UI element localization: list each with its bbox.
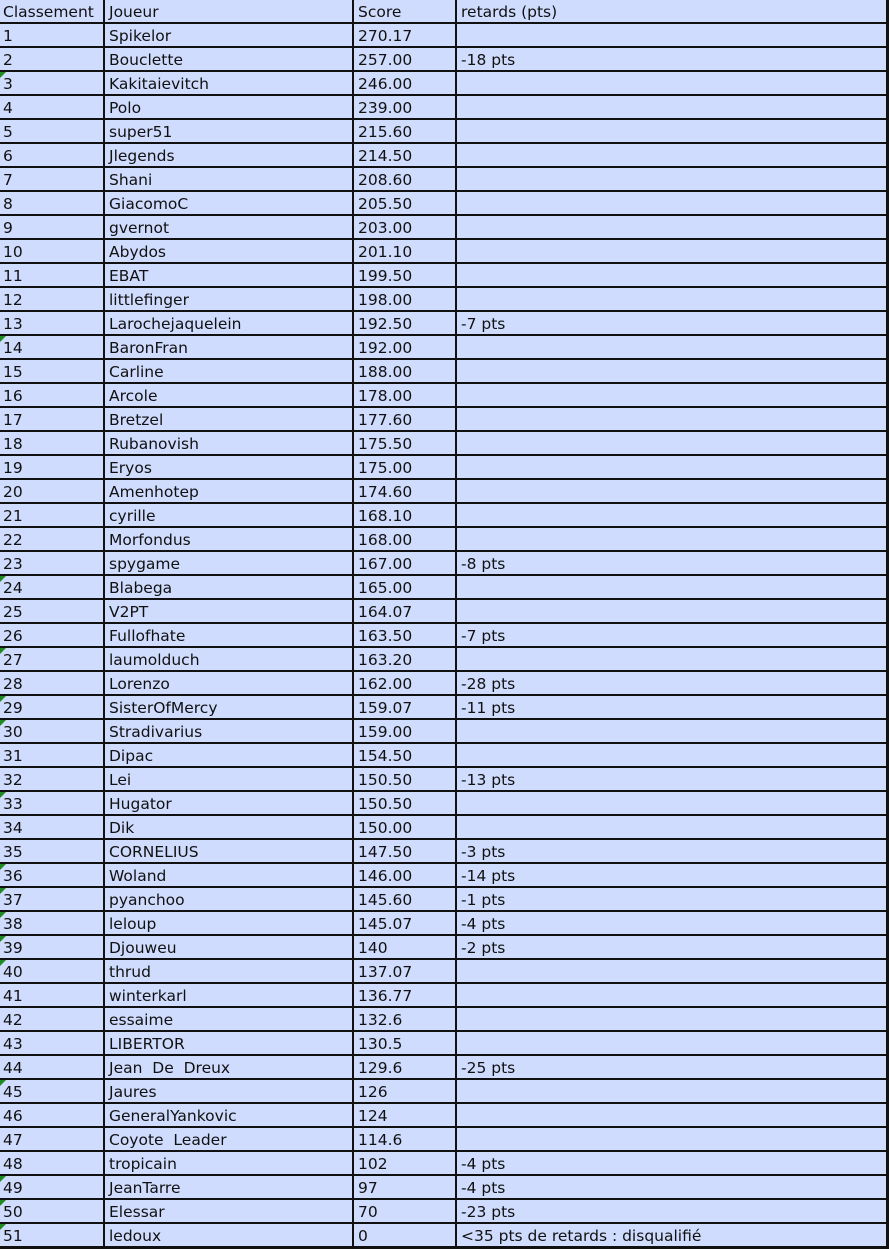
score-cell[interactable]: 257.00	[358, 51, 413, 69]
score-cell[interactable]: 188.00	[358, 363, 413, 381]
player-cell[interactable]: Jaures	[109, 1083, 157, 1101]
late-cell[interactable]	[457, 336, 885, 358]
score-cell[interactable]: 168.10	[358, 507, 413, 525]
table-row	[0, 600, 887, 624]
rank-cell[interactable]: 21	[3, 507, 23, 525]
score-cell[interactable]: 150.50	[358, 771, 413, 789]
late-cell[interactable]	[457, 72, 885, 94]
player-cell[interactable]: cyrille	[109, 507, 156, 525]
comment-indicator-icon[interactable]	[0, 1080, 6, 1086]
late-cell[interactable]	[457, 600, 885, 622]
player-cell[interactable]: Bouclette	[109, 51, 183, 69]
player-cell[interactable]: SisterOfMercy	[109, 699, 218, 717]
player-cell[interactable]: thrud	[109, 963, 151, 981]
rank-cell[interactable]	[0, 576, 103, 598]
score-cell[interactable]: 145.07	[358, 915, 413, 933]
header-rank[interactable]: Classement	[3, 3, 94, 21]
comment-indicator-icon[interactable]	[0, 720, 6, 726]
rank-cell[interactable]: 9	[3, 219, 13, 237]
table-row	[0, 1056, 887, 1080]
table-row	[0, 336, 887, 360]
table-row	[0, 936, 887, 960]
player-cell[interactable]: Hugator	[109, 795, 172, 813]
rank-text: 27	[3, 651, 23, 669]
score-cell[interactable]: 140	[358, 939, 388, 957]
score-cell[interactable]: 201.10	[358, 243, 413, 261]
header-score[interactable]: Score	[358, 3, 402, 21]
table-row	[0, 576, 887, 600]
table-row	[0, 792, 887, 816]
rank-cell[interactable]: 12	[3, 291, 23, 309]
player-cell[interactable]: leloup	[109, 915, 157, 933]
late-cell[interactable]	[457, 792, 885, 814]
rank-cell[interactable]: 34	[3, 819, 23, 837]
score-cell[interactable]: 97	[358, 1179, 378, 1197]
score-cell[interactable]: 167.00	[358, 555, 413, 573]
late-cell[interactable]	[457, 144, 885, 166]
player-cell[interactable]: ledoux	[109, 1227, 162, 1245]
score-cell[interactable]: 136.77	[358, 987, 413, 1005]
rank-text: 40	[3, 963, 23, 981]
late-cell[interactable]: -4 pts	[461, 915, 506, 933]
player-cell[interactable]: Bretzel	[109, 411, 164, 429]
score-cell[interactable]: 126	[358, 1083, 388, 1101]
rank-cell[interactable]: 41	[3, 987, 23, 1005]
table-row	[0, 768, 887, 792]
header-row	[0, 0, 887, 24]
player-cell[interactable]: super51	[109, 123, 173, 141]
header-player[interactable]: Joueur	[109, 3, 159, 21]
late-cell[interactable]: -2 pts	[461, 939, 506, 957]
score-cell[interactable]: 205.50	[358, 195, 413, 213]
late-cell[interactable]: -11 pts	[461, 699, 516, 717]
late-cell[interactable]	[457, 360, 885, 382]
score-cell[interactable]: 215.60	[358, 123, 413, 141]
player-cell[interactable]: Kakitaievitch	[109, 75, 209, 93]
comment-indicator-icon[interactable]	[0, 792, 6, 798]
table-row	[0, 480, 887, 504]
score-cell[interactable]: 214.50	[358, 147, 413, 165]
late-cell[interactable]: -25 pts	[461, 1059, 516, 1077]
player-cell[interactable]: Dik	[109, 819, 135, 837]
comment-indicator-icon[interactable]	[0, 72, 6, 78]
player-cell[interactable]: Jean De Dreux	[109, 1059, 231, 1077]
rank-cell[interactable]: 28	[3, 675, 23, 693]
table-row	[0, 624, 887, 648]
comment-indicator-icon[interactable]	[0, 576, 6, 582]
score-cell[interactable]: 199.50	[358, 267, 413, 285]
player-cell[interactable]: LIBERTOR	[109, 1035, 185, 1053]
player-cell[interactable]: GiacomoC	[109, 195, 189, 213]
player-cell[interactable]: Coyote Leader	[109, 1131, 227, 1149]
score-cell[interactable]: 159.00	[358, 723, 413, 741]
player-cell[interactable]: Woland	[109, 867, 167, 885]
late-cell[interactable]: -13 pts	[461, 771, 516, 789]
rank-cell[interactable]: 22	[3, 531, 23, 549]
rank-cell[interactable]: 23	[3, 555, 23, 573]
table-row	[0, 264, 887, 288]
comment-indicator-icon[interactable]	[0, 696, 6, 702]
table-row	[0, 648, 887, 672]
late-cell[interactable]	[457, 984, 885, 1006]
score-cell[interactable]: 168.00	[358, 531, 413, 549]
rank-text: 38	[3, 915, 23, 933]
score-cell[interactable]: 162.00	[358, 675, 413, 693]
rank-cell[interactable]: 8	[3, 195, 13, 213]
player-cell[interactable]: Spikelor	[109, 27, 172, 45]
comment-indicator-icon[interactable]	[0, 1176, 6, 1182]
player-cell[interactable]: GeneralYankovic	[109, 1107, 237, 1125]
player-cell[interactable]: Carline	[109, 363, 164, 381]
table-row	[0, 1080, 887, 1104]
column-divider	[352, 0, 354, 1248]
late-cell[interactable]	[457, 24, 885, 46]
rank-cell[interactable]	[0, 336, 103, 358]
rank-cell[interactable]: 5	[3, 123, 13, 141]
score-cell[interactable]: 102	[358, 1155, 388, 1173]
table-row	[0, 840, 887, 864]
player-cell[interactable]: Lei	[109, 771, 132, 789]
player-cell[interactable]: Blabega	[109, 579, 173, 597]
rank-cell[interactable]: 4	[3, 99, 13, 117]
table-row	[0, 888, 887, 912]
table-row	[0, 696, 887, 720]
late-cell[interactable]	[457, 120, 885, 142]
comment-indicator-icon[interactable]	[0, 1224, 6, 1230]
score-cell[interactable]: 145.60	[358, 891, 413, 909]
table-row	[0, 216, 887, 240]
score-cell[interactable]: 146.00	[358, 867, 413, 885]
rank-cell[interactable]: 16	[3, 387, 23, 405]
late-cell[interactable]: -18 pts	[461, 51, 516, 69]
table-row	[0, 1176, 887, 1200]
table-row	[0, 360, 887, 384]
rank-cell[interactable]: 1	[3, 27, 13, 45]
score-cell[interactable]: 177.60	[358, 411, 413, 429]
late-cell[interactable]	[457, 408, 885, 430]
player-cell[interactable]: Shani	[109, 171, 153, 189]
score-cell[interactable]: 163.50	[358, 627, 413, 645]
player-cell[interactable]: Djouweu	[109, 939, 177, 957]
table-row	[0, 1128, 887, 1152]
rank-text: 14	[3, 339, 23, 357]
rank-cell[interactable]: 25	[3, 603, 23, 621]
late-cell[interactable]	[457, 192, 885, 214]
rank-cell[interactable]: 32	[3, 771, 23, 789]
table-row	[0, 312, 887, 336]
score-cell[interactable]: 208.60	[358, 171, 413, 189]
player-cell[interactable]: Abydos	[109, 243, 167, 261]
table-row	[0, 432, 887, 456]
rank-cell[interactable]	[0, 792, 103, 814]
rank-cell[interactable]: 31	[3, 747, 23, 765]
late-cell[interactable]	[457, 288, 885, 310]
rank-cell[interactable]: 13	[3, 315, 23, 333]
rank-text: 49	[3, 1179, 23, 1197]
late-cell[interactable]	[457, 240, 885, 262]
player-cell[interactable]: CORNELIUS	[109, 843, 199, 861]
table-row	[0, 816, 887, 840]
player-cell[interactable]: BaronFran	[109, 339, 188, 357]
late-cell[interactable]	[457, 168, 885, 190]
late-cell[interactable]: -1 pts	[461, 891, 506, 909]
rank-cell[interactable]: 20	[3, 483, 23, 501]
table-row	[0, 288, 887, 312]
score-cell[interactable]: 198.00	[358, 291, 413, 309]
header-late[interactable]: retards (pts)	[461, 3, 558, 21]
rank-cell[interactable]: 7	[3, 171, 13, 189]
late-cell[interactable]: -4 pts	[461, 1155, 506, 1173]
player-cell[interactable]: Larochejaquelein	[109, 315, 242, 333]
player-cell[interactable]: Arcole	[109, 387, 158, 405]
table-row	[0, 864, 887, 888]
rank-cell[interactable]	[0, 648, 103, 670]
score-cell[interactable]: 203.00	[358, 219, 413, 237]
comment-indicator-icon[interactable]	[0, 336, 6, 342]
score-cell[interactable]: 192.00	[358, 339, 413, 357]
score-cell[interactable]: 174.60	[358, 483, 413, 501]
table-row	[0, 48, 887, 72]
late-cell[interactable]	[457, 1080, 885, 1102]
late-cell[interactable]: -7 pts	[461, 627, 506, 645]
rank-cell[interactable]: 10	[3, 243, 23, 261]
score-cell[interactable]: 129.6	[358, 1059, 403, 1077]
player-cell[interactable]: essaime	[109, 1011, 174, 1029]
table-row	[0, 144, 887, 168]
rank-cell[interactable]: 44	[3, 1059, 23, 1077]
rank-cell[interactable]: 48	[3, 1155, 23, 1173]
score-cell[interactable]: 178.00	[358, 387, 413, 405]
table-row	[0, 912, 887, 936]
rank-cell[interactable]: 47	[3, 1131, 23, 1149]
late-cell[interactable]	[457, 1104, 885, 1126]
player-cell[interactable]: Stradivarius	[109, 723, 203, 741]
column-divider	[455, 0, 457, 1248]
rank-cell[interactable]: 19	[3, 459, 23, 477]
late-cell[interactable]	[457, 96, 885, 118]
score-cell[interactable]: 270.17	[358, 27, 413, 45]
score-cell[interactable]: 154.50	[358, 747, 413, 765]
comment-indicator-icon[interactable]	[0, 960, 6, 966]
table-row	[0, 744, 887, 768]
rank-cell[interactable]: 2	[3, 51, 13, 69]
score-cell[interactable]: 175.50	[358, 435, 413, 453]
table-row	[0, 960, 887, 984]
rank-text: 50	[3, 1203, 23, 1221]
comment-indicator-icon[interactable]	[0, 1200, 6, 1206]
table-row	[0, 504, 887, 528]
table-row	[0, 72, 887, 96]
player-cell[interactable]: Elessar	[109, 1203, 165, 1221]
table-row	[0, 408, 887, 432]
late-cell[interactable]	[457, 216, 885, 238]
table-row	[0, 1224, 887, 1248]
score-cell[interactable]: 150.00	[358, 819, 413, 837]
late-cell[interactable]	[457, 744, 885, 766]
player-cell[interactable]: Polo	[109, 99, 142, 117]
score-cell[interactable]: 163.20	[358, 651, 413, 669]
table-row	[0, 456, 887, 480]
rank-text: 33	[3, 795, 23, 813]
score-cell[interactable]: 130.5	[358, 1035, 403, 1053]
table-row	[0, 384, 887, 408]
late-cell[interactable]	[457, 528, 885, 550]
rank-cell[interactable]	[0, 696, 103, 718]
player-cell[interactable]: Jlegends	[109, 147, 175, 165]
player-cell[interactable]: V2PT	[109, 603, 149, 621]
rank-text: 45	[3, 1083, 23, 1101]
rank-cell[interactable]	[0, 1200, 103, 1222]
score-cell[interactable]: 165.00	[358, 579, 413, 597]
table-row	[0, 672, 887, 696]
score-cell[interactable]: 0	[358, 1227, 368, 1245]
score-cell[interactable]: 246.00	[358, 75, 413, 93]
player-cell[interactable]: pyanchoo	[109, 891, 185, 909]
player-cell[interactable]: Amenhotep	[109, 483, 199, 501]
score-cell[interactable]: 137.07	[358, 963, 413, 981]
rank-text: 30	[3, 723, 23, 741]
comment-indicator-icon[interactable]	[0, 936, 6, 942]
score-cell[interactable]: 192.50	[358, 315, 413, 333]
rank-cell[interactable]: 6	[3, 147, 13, 165]
rank-cell[interactable]: 17	[3, 411, 23, 429]
table-row	[0, 1200, 887, 1224]
rank-cell[interactable]: 11	[3, 267, 23, 285]
player-cell[interactable]: littlefinger	[109, 291, 189, 309]
late-cell[interactable]	[457, 816, 885, 838]
player-cell[interactable]: JeanTarre	[109, 1179, 181, 1197]
rank-cell[interactable]: 26	[3, 627, 23, 645]
rank-text: 37	[3, 891, 23, 909]
late-cell[interactable]: -3 pts	[461, 843, 506, 861]
late-cell[interactable]	[457, 960, 885, 982]
score-cell[interactable]: 114.6	[358, 1131, 403, 1149]
late-cell[interactable]	[457, 480, 885, 502]
table-row	[0, 240, 887, 264]
rank-cell[interactable]	[0, 1080, 103, 1102]
table-row	[0, 96, 887, 120]
score-cell[interactable]: 70	[358, 1203, 378, 1221]
rank-cell[interactable]: 15	[3, 363, 23, 381]
rank-text: 29	[3, 699, 23, 717]
late-cell[interactable]	[457, 384, 885, 406]
late-cell[interactable]	[457, 1128, 885, 1150]
rank-cell[interactable]	[0, 888, 103, 910]
score-cell[interactable]: 124	[358, 1107, 388, 1125]
table-row	[0, 1104, 887, 1128]
rank-text: 3	[3, 75, 13, 93]
player-cell[interactable]: spygame	[109, 555, 181, 573]
player-cell[interactable]: tropicain	[109, 1155, 177, 1173]
table-row	[0, 120, 887, 144]
table-row	[0, 1008, 887, 1032]
late-cell[interactable]: -4 pts	[461, 1179, 506, 1197]
player-cell[interactable]: gvernot	[109, 219, 170, 237]
late-cell[interactable]	[457, 720, 885, 742]
score-cell[interactable]: 175.00	[358, 459, 413, 477]
score-cell[interactable]: 132.6	[358, 1011, 403, 1029]
player-cell[interactable]: Eryos	[109, 459, 152, 477]
player-cell[interactable]: winterkarl	[109, 987, 187, 1005]
late-cell[interactable]	[457, 432, 885, 454]
table-row	[0, 192, 887, 216]
player-cell[interactable]: laumolduch	[109, 651, 200, 669]
score-cell[interactable]: 147.50	[358, 843, 413, 861]
table-row	[0, 1032, 887, 1056]
rank-cell[interactable]	[0, 960, 103, 982]
rank-cell[interactable]	[0, 1224, 103, 1246]
comment-indicator-icon[interactable]	[0, 648, 6, 654]
table-row	[0, 24, 887, 48]
late-cell[interactable]: -28 pts	[461, 675, 516, 693]
player-cell[interactable]: Dipac	[109, 747, 154, 765]
table-row	[0, 1152, 887, 1176]
column-divider	[103, 0, 105, 1248]
player-cell[interactable]: Rubanovish	[109, 435, 199, 453]
rank-cell[interactable]: 18	[3, 435, 23, 453]
rank-cell[interactable]	[0, 720, 103, 742]
late-cell[interactable]: -7 pts	[461, 315, 506, 333]
player-cell[interactable]: Lorenzo	[109, 675, 170, 693]
comment-indicator-icon[interactable]	[0, 864, 6, 870]
table-row	[0, 984, 887, 1008]
late-cell[interactable]: <35 pts de retards : disqualifié	[461, 1227, 702, 1245]
player-cell[interactable]: Morfondus	[109, 531, 191, 549]
score-cell[interactable]: 239.00	[358, 99, 413, 117]
rank-cell[interactable]	[0, 912, 103, 934]
rank-cell[interactable]: 43	[3, 1035, 23, 1053]
rank-cell[interactable]	[0, 72, 103, 94]
player-cell[interactable]: Fullofhate	[109, 627, 186, 645]
score-cell[interactable]: 159.07	[358, 699, 413, 717]
rank-cell[interactable]: 42	[3, 1011, 23, 1029]
late-cell[interactable]: -14 pts	[461, 867, 516, 885]
table-row	[0, 528, 887, 552]
rank-text: 36	[3, 867, 23, 885]
comment-indicator-icon[interactable]	[0, 888, 6, 894]
rank-cell[interactable]	[0, 1176, 103, 1198]
rank-text: 39	[3, 939, 23, 957]
score-cell[interactable]: 164.07	[358, 603, 413, 621]
rank-cell[interactable]: 35	[3, 843, 23, 861]
player-cell[interactable]: EBAT	[109, 267, 149, 285]
rank-text: 24	[3, 579, 23, 597]
rank-cell[interactable]	[0, 936, 103, 958]
rank-cell[interactable]: 46	[3, 1107, 23, 1125]
table-row	[0, 720, 887, 744]
table-row	[0, 552, 887, 576]
score-cell[interactable]: 150.50	[358, 795, 413, 813]
comment-indicator-icon[interactable]	[0, 912, 6, 918]
late-cell[interactable]	[457, 504, 885, 526]
rank-cell[interactable]	[0, 864, 103, 886]
late-cell[interactable]	[457, 576, 885, 598]
late-cell[interactable]	[457, 456, 885, 478]
late-cell[interactable]: -23 pts	[461, 1203, 516, 1221]
late-cell[interactable]	[457, 648, 885, 670]
late-cell[interactable]	[457, 264, 885, 286]
late-cell[interactable]	[457, 1032, 885, 1054]
table-row	[0, 168, 887, 192]
late-cell[interactable]: -8 pts	[461, 555, 506, 573]
late-cell[interactable]	[457, 1008, 885, 1030]
rank-text: 51	[3, 1227, 23, 1245]
